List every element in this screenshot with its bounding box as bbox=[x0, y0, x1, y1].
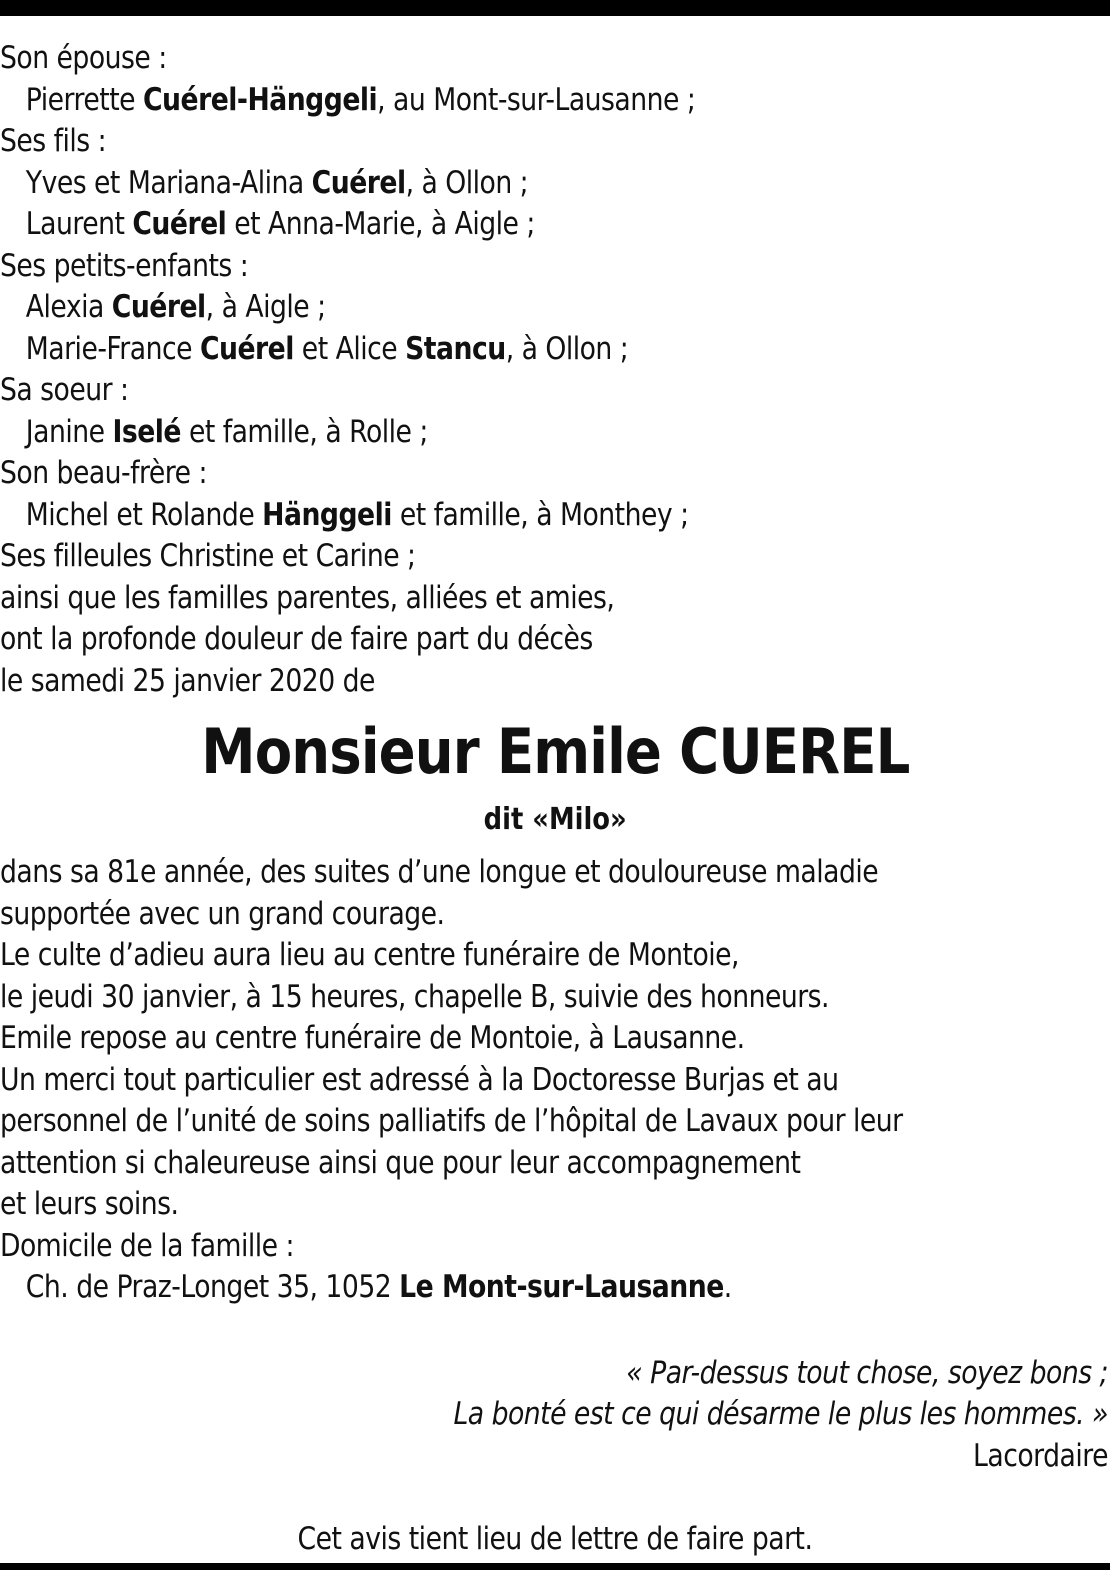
bottom-border-rule bbox=[0, 1563, 1110, 1570]
death-notice bbox=[0, 38, 1110, 1561]
details-line: le jeudi 30 janvier, à 15 heures, chapelle B, suivie des honneurs. bbox=[0, 978, 830, 1015]
sister-line bbox=[0, 412, 955, 454]
goddaughters-line: Ses filleules Christine et Carine ; bbox=[0, 538, 416, 574]
domicile-address bbox=[0, 1267, 955, 1309]
details-line: supportée avec un grand courage. bbox=[0, 895, 445, 932]
grandchild1-name: Alexia bbox=[25, 289, 112, 325]
grandchild2-surname: Cuérel bbox=[199, 330, 294, 367]
domicile-street: Ch. de Praz-Longet 35, 1052 bbox=[25, 1269, 400, 1305]
domicile-heading: Domicile de la famille : bbox=[0, 1227, 294, 1264]
son2-surname: Cuérel bbox=[132, 206, 227, 242]
brother-in-law-surname: Hänggeli bbox=[262, 496, 392, 533]
sister-surname: Iselé bbox=[112, 413, 181, 450]
son1-location: , à Ollon ; bbox=[405, 164, 529, 201]
date-line: le samedi 25 janvier 2020 de bbox=[0, 662, 375, 699]
details-line: personnel de l’unité de soins palliatifs de l’hôpital de Lavaux pour leur bbox=[0, 1103, 903, 1139]
details-line: Un merci tout particulier est adressé à la Doctoresse Burjas et au bbox=[0, 1061, 839, 1098]
announcement-line: ont la profonde douleur de faire part du décès bbox=[0, 621, 593, 657]
quote-line-2: La bonté est ce qui désarme le plus les hommes. » bbox=[453, 1396, 1108, 1432]
details-line: attention si chaleureuse ainsi que pour leur accompagnement bbox=[0, 1144, 801, 1181]
spouse-line bbox=[0, 80, 955, 122]
sister-name: Janine bbox=[25, 413, 113, 450]
grandchild2-location: , à Ollon ; bbox=[505, 330, 629, 367]
grandchildren-heading: Ses petits-enfants : bbox=[0, 247, 249, 284]
son2-location: et Anna-Marie, à Aigle ; bbox=[226, 206, 535, 242]
son-line-1 bbox=[0, 163, 955, 205]
grandchild1-location: , à Aigle ; bbox=[205, 289, 326, 325]
grandchild2-partner: et Alice bbox=[293, 330, 406, 367]
grandchild2-partner-surname: Stancu bbox=[405, 330, 506, 367]
brother-in-law-location: et famille, à Monthey ; bbox=[391, 496, 689, 533]
sons-heading: Ses fils : bbox=[0, 123, 107, 159]
domicile-period: . bbox=[723, 1269, 732, 1305]
top-border-rule bbox=[0, 0, 1110, 16]
quote-author: Lacordaire bbox=[973, 1437, 1108, 1474]
quote-block bbox=[0, 1353, 1110, 1478]
domicile-town: Le Mont-sur-Lausanne bbox=[399, 1269, 724, 1305]
deceased-nickname: dit «Milo» bbox=[483, 802, 627, 837]
sister-heading: Sa soeur : bbox=[0, 372, 129, 408]
details-line: Le culte d’adieu aura lieu au centre funéraire de Montoie, bbox=[0, 937, 740, 973]
sister-location: et famille, à Rolle ; bbox=[180, 413, 428, 450]
grandchild2-name: Marie-France bbox=[25, 330, 200, 367]
brother-in-law-line bbox=[0, 495, 955, 537]
son2-name: Laurent bbox=[25, 206, 133, 242]
spouse-location: , au Mont-sur-Lausanne ; bbox=[377, 81, 696, 118]
son1-surname: Cuérel bbox=[311, 164, 406, 201]
deceased-block bbox=[0, 712, 1110, 852]
spouse-first-name: Pierrette bbox=[25, 81, 144, 118]
son1-names: Yves et Mariana-Alina bbox=[25, 164, 312, 201]
son-line-2 bbox=[0, 204, 955, 246]
spacer bbox=[0, 1309, 1110, 1353]
grandchild-line-1 bbox=[0, 287, 955, 329]
spouse-heading: Son épouse : bbox=[0, 40, 167, 76]
deceased-name: Monsieur Emile CUEREL bbox=[200, 715, 910, 788]
details-line: et leurs soins. bbox=[0, 1186, 179, 1222]
quote-line-1: « Par-dessus tout chose, soyez bons ; bbox=[626, 1354, 1108, 1391]
details-line: Emile repose au centre funéraire de Montoie, à Lausanne. bbox=[0, 1020, 745, 1056]
relatives-line: ainsi que les familles parentes, alliées et amies, bbox=[0, 579, 615, 616]
details-line: dans sa 81e année, des suites d’une longue et douloureuse maladie bbox=[0, 854, 879, 890]
brother-in-law-heading: Son beau-frère : bbox=[0, 455, 207, 491]
brother-in-law-names: Michel et Rolande bbox=[25, 496, 263, 533]
grandchild1-surname: Cuérel bbox=[111, 289, 206, 325]
closing-line: Cet avis tient lieu de lettre de faire part. bbox=[297, 1521, 813, 1557]
spouse-surname: Cuérel-Hänggeli bbox=[143, 81, 378, 118]
grandchild-line-2 bbox=[0, 329, 955, 371]
